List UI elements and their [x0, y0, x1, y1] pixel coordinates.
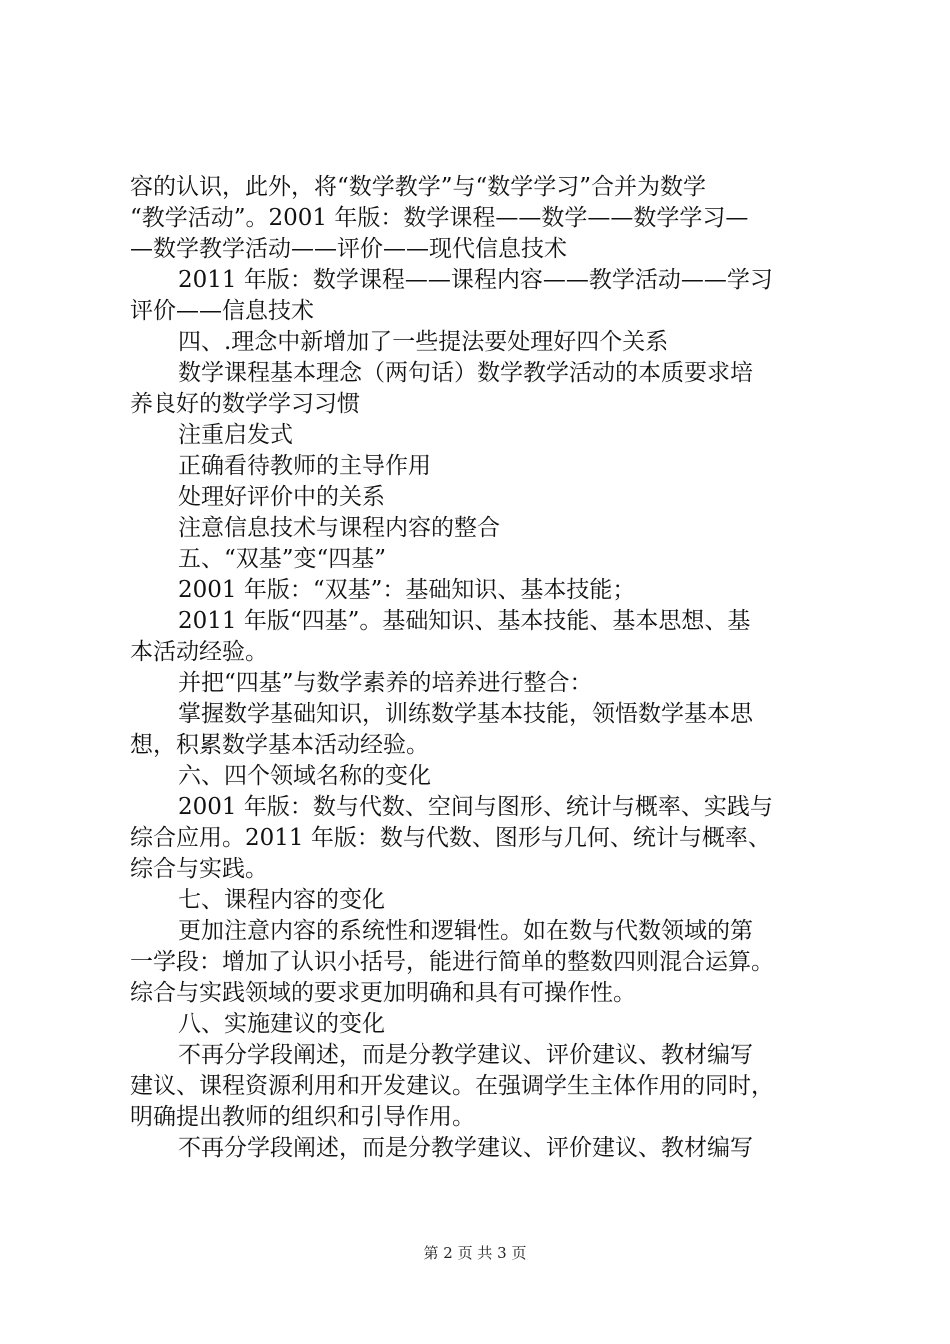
page-footer: 第 2 页 共 3 页 — [423, 1244, 527, 1262]
document-body — [130, 172, 836, 1164]
text-line: 处理好评价中的关系 — [178, 484, 385, 510]
text-line: 2001 年版：“双基”：基础知识、基本技能； — [178, 577, 636, 603]
text-line: 更加注意内容的系统性和逻辑性。如在数与代数领域的第 — [178, 918, 753, 944]
text-line: 掌握数学基础知识，训练数学基本技能，领悟数学基本思 — [178, 701, 753, 727]
text-line: 明确提出教师的组织和引导作用。 — [130, 1104, 475, 1130]
text-line: 养良好的数学学习习惯 — [130, 391, 360, 417]
text-line: 建议、课程资源利用和开发建议。在强调学生主体作用的同时， — [130, 1073, 774, 1099]
text-line: 六、四个领域名称的变化 — [178, 763, 431, 789]
text-line: 五、“双基”变“四基” — [178, 546, 387, 572]
text-line: “教学活动”。2001 年版：数学课程——数学——数学学习— — [130, 205, 749, 231]
text-line: 注重启发式 — [178, 422, 293, 448]
text-line: 综合与实践领域的要求更加明确和具有可操作性。 — [130, 980, 636, 1006]
text-line: 不再分学段阐述，而是分教学建议、评价建议、教材编写 — [178, 1135, 753, 1161]
text-line: 本活动经验。 — [130, 639, 268, 665]
text-line: 综合与实践。 — [130, 856, 268, 882]
text-line: 2001 年版：数与代数、空间与图形、统计与概率、实践与 — [178, 794, 773, 820]
text-line: —数学教学活动——评价——现代信息技术 — [130, 236, 567, 262]
text-line: 不再分学段阐述，而是分教学建议、评价建议、教材编写 — [178, 1042, 753, 1068]
text-line: 综合应用。2011 年版：数与代数、图形与几何、统计与概率、 — [130, 825, 771, 851]
text-line: 正确看待教师的主导作用 — [178, 453, 431, 479]
text-line: 数学课程基本理念（两句话）数学教学活动的本质要求培 — [178, 360, 753, 386]
text-line: 四、.理念中新增加了一些提法要处理好四个关系 — [178, 329, 669, 355]
text-line: 一学段：增加了认识小括号，能进行简单的整数四则混合运算。 — [130, 949, 774, 975]
text-line: 想，积累数学基本活动经验。 — [130, 732, 429, 758]
text-line: 容的认识，此外，将“数学教学”与“数学学习”合并为数学 — [130, 174, 707, 200]
text-line: 注意信息技术与课程内容的整合 — [178, 515, 500, 541]
text-line: 并把“四基”与数学素养的培养进行整合： — [178, 670, 593, 696]
text-line: 评价——信息技术 — [130, 298, 314, 324]
text-line: 2011 年版：数学课程——课程内容——教学活动——学习 — [178, 267, 773, 293]
text-line: 2011 年版“四基”。基础知识、基本技能、基本思想、基 — [178, 608, 751, 634]
text-line: 八、实施建议的变化 — [178, 1011, 385, 1037]
text-line: 七、课程内容的变化 — [178, 887, 385, 913]
